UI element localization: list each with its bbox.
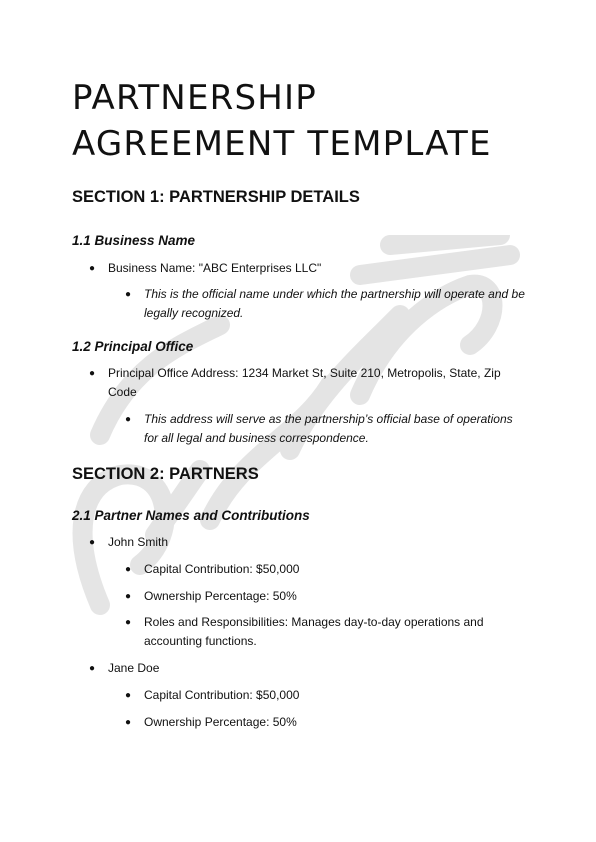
list-item [89, 659, 518, 678]
document-title [72, 75, 492, 167]
bullet-icon: ● [89, 263, 96, 274]
partner-1-capital: Capital Contribution: $50,000 [144, 562, 300, 576]
list-item [125, 410, 529, 448]
bullet-icon: ● [89, 368, 96, 379]
bullet-icon: ● [125, 617, 132, 628]
list-item [89, 364, 518, 402]
list-item [125, 285, 529, 323]
partner-2-capital: Capital Contribution: $50,000 [144, 688, 300, 702]
business-name-item: Business Name: "ABC Enterprises LLC" [108, 261, 322, 275]
list-item [125, 560, 529, 579]
section-1-heading: SECTION 1: PARTNERSHIP DETAILS [72, 188, 360, 206]
business-name-heading: 1.1 Business Name [72, 233, 196, 248]
bullet-icon: ● [125, 564, 132, 575]
bullet-icon: ● [125, 414, 132, 425]
list-item [125, 587, 529, 606]
title-line-2: AGREEMENT TEMPLATE [72, 124, 492, 164]
title-line-1: PARTNERSHIP [72, 78, 317, 118]
bullet-icon: ● [89, 537, 96, 548]
bullet-icon: ● [125, 690, 132, 701]
bullet-icon: ● [125, 717, 132, 728]
list-item [125, 713, 529, 732]
partners-heading: 2.1 Partner Names and Contributions [72, 508, 310, 523]
list-item [89, 259, 518, 278]
section-2-heading: SECTION 2: PARTNERS [72, 465, 259, 483]
business-name-note: This is the official name under which the partnership will operate and be legally recognized. [144, 287, 525, 320]
partner-1-roles: Roles and Responsibilities: Manages day-to-day operations and accounting functions. [144, 615, 484, 648]
principal-office-heading: 1.2 Principal Office [72, 339, 194, 354]
list-item [125, 686, 529, 705]
bullet-icon: ● [125, 591, 132, 602]
bullet-icon: ● [89, 663, 96, 674]
partner-1-ownership: Ownership Percentage: 50% [144, 589, 297, 603]
list-item [125, 613, 529, 651]
principal-office-item: Principal Office Address: 1234 Market St, Suite 210, Metropolis, State, Zip Code [108, 366, 501, 399]
bullet-icon: ● [125, 289, 132, 300]
partner-2-name: Jane Doe [108, 661, 160, 675]
list-item [89, 533, 518, 552]
partner-2-ownership: Ownership Percentage: 50% [144, 715, 297, 729]
partner-1-name: John Smith [108, 535, 169, 549]
principal-office-note: This address will serve as the partnership’s official base of operations for all legal and business correspondence. [144, 412, 513, 445]
